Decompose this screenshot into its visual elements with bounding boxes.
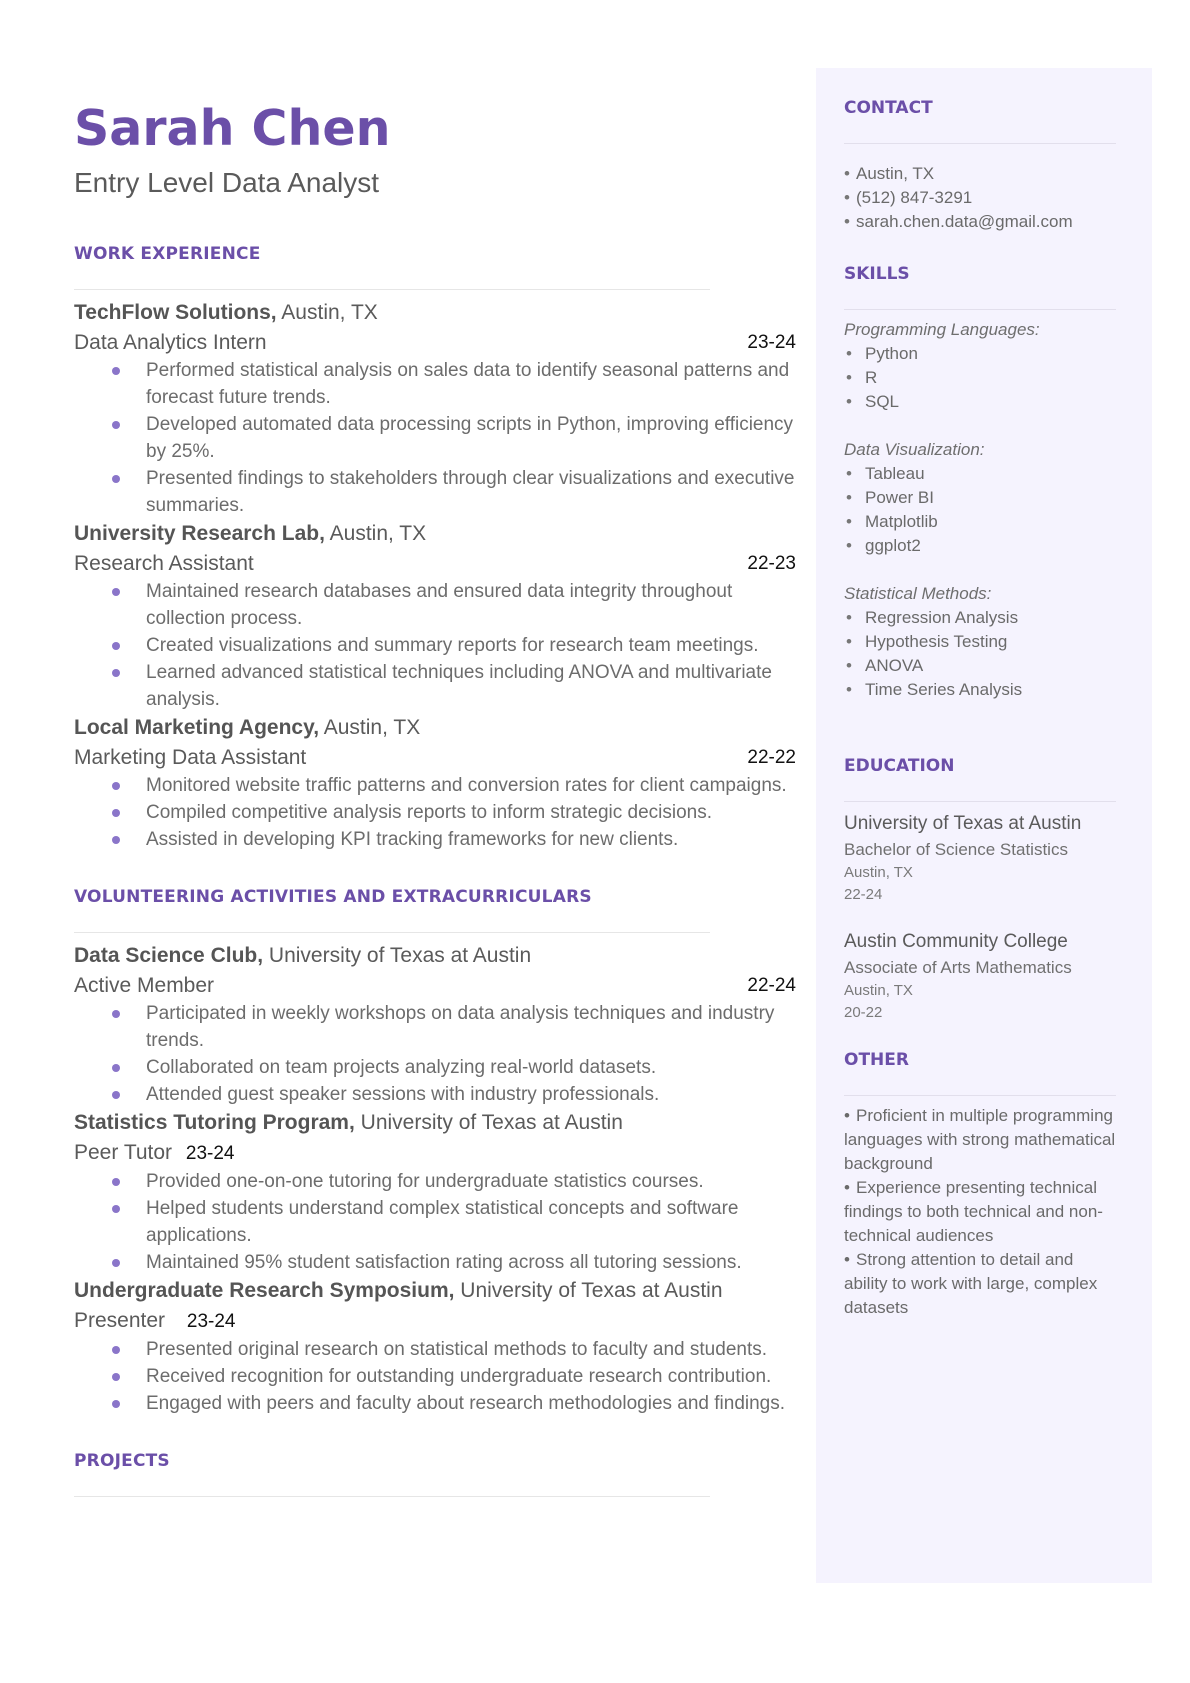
entry-organization: TechFlow Solutions, — [74, 301, 277, 324]
entry-organization: Statistics Tutoring Program, — [74, 1111, 355, 1134]
bullet-item — [112, 772, 796, 799]
other-list — [844, 1104, 1118, 1320]
entry-heading — [74, 298, 796, 328]
section-title-skills: SKILLS — [844, 264, 910, 284]
entry-date: 23-24 — [185, 1143, 235, 1164]
contact-text: Austin, TX — [856, 164, 935, 183]
bullet-text: Performed statistical analysis on sales data to identify seasonal patterns and forecast future trends. — [146, 360, 790, 408]
bullet-icon: • — [844, 188, 850, 207]
skill-category: Statistical Methods: — [844, 584, 992, 603]
entry-location: Austin, TX — [329, 522, 427, 545]
section-divider — [844, 143, 1116, 144]
entry-location: Austin, TX — [281, 301, 378, 324]
entry-role-row — [74, 549, 796, 578]
entry-role: Data Analytics Intern — [74, 331, 267, 354]
job-title: Entry Level Data Analyst — [74, 167, 380, 198]
education-school: Austin Community College — [844, 931, 1068, 952]
entry-heading — [74, 941, 796, 971]
skill-text: Matplotlib — [865, 512, 938, 531]
entry-location: Austin, TX — [323, 716, 421, 739]
volunteering-entry — [74, 941, 796, 1108]
skill-category: Data Visualization: — [844, 440, 985, 459]
bullet-text: Maintained 95% student satisfaction rating across all tutoring sessions. — [146, 1252, 742, 1273]
contact-text: (512) 847-3291 — [856, 188, 973, 207]
bullet-icon: • — [844, 164, 850, 183]
skill-item — [844, 366, 1116, 390]
bullet-dot-icon — [112, 1346, 120, 1354]
other-text: Strong attention to detail and ability to work with large, complex datasets — [844, 1250, 1098, 1317]
bullet-text: Helped students understand complex statistical concepts and software applications. — [146, 1198, 739, 1246]
entry-organization: Data Science Club, — [74, 944, 264, 967]
bullet-icon: • — [844, 1250, 850, 1269]
contact-text: sarah.chen.data@gmail.com — [856, 212, 1073, 231]
bullet-item — [112, 465, 796, 519]
skill-text: Time Series Analysis — [865, 680, 1023, 699]
bullet-text: Received recognition for outstanding undergraduate research contribution. — [146, 1366, 772, 1387]
bullet-text: Provided one-on-one tutoring for undergraduate statistics courses. — [146, 1171, 704, 1192]
entry-role: Marketing Data Assistant — [74, 746, 307, 769]
other-text: Proficient in multiple programming languages with strong mathematical background — [844, 1106, 1116, 1173]
entry-organization: University Research Lab, — [74, 522, 325, 545]
education-entry — [844, 928, 1116, 1024]
bullet-item — [112, 1000, 796, 1054]
education-location: Austin, TX — [844, 982, 913, 999]
entry-role: Active Member — [74, 974, 215, 997]
bullet-icon: • — [846, 488, 852, 507]
entry-bullets — [112, 1168, 796, 1276]
bullet-icon: • — [846, 656, 852, 675]
bullet-icon: • — [846, 368, 852, 387]
education-date: 22-24 — [844, 886, 883, 903]
bullet-icon: • — [846, 680, 852, 699]
candidate-name: Sarah Chen — [74, 100, 391, 157]
skill-text: ANOVA — [865, 656, 924, 675]
bullet-dot-icon — [112, 1064, 120, 1072]
bullet-item — [112, 1195, 796, 1249]
section-title-volunteering: VOLUNTEERING ACTIVITIES AND EXTRACURRICULARS — [74, 887, 592, 907]
bullet-text: Presented findings to stakeholders through clear visualizations and executive summaries. — [146, 468, 795, 516]
bullet-dot-icon — [112, 1259, 120, 1267]
bullet-text: Developed automated data processing scripts in Python, improving efficiency by 25%. — [146, 414, 794, 462]
bullet-icon: • — [846, 344, 852, 363]
education-school: University of Texas at Austin — [844, 813, 1082, 834]
entry-heading — [74, 1108, 796, 1138]
section-divider — [844, 1095, 1116, 1096]
bullet-icon: • — [846, 536, 852, 555]
bullet-icon: • — [844, 1178, 850, 1197]
section-divider — [74, 932, 710, 933]
entry-location: University of Texas at Austin — [460, 1279, 723, 1302]
skill-text: Power BI — [865, 488, 934, 507]
work-entry — [74, 713, 796, 853]
bullet-text: Learned advanced statistical techniques including ANOVA and multivariate analysis. — [146, 662, 772, 710]
bullet-dot-icon — [112, 642, 120, 650]
bullet-dot-icon — [112, 1010, 120, 1018]
education-location: Austin, TX — [844, 864, 913, 881]
skill-list — [844, 462, 1116, 558]
entry-date: 22-24 — [747, 975, 796, 996]
skill-text: R — [865, 368, 878, 387]
bullet-dot-icon — [112, 1205, 120, 1213]
entry-date: 22-22 — [747, 747, 796, 768]
education-degree: Bachelor of Science Statistics — [844, 840, 1068, 859]
skill-item — [844, 486, 1116, 510]
volunteering-entry — [74, 1108, 796, 1276]
section-divider — [74, 289, 710, 290]
skill-item — [844, 534, 1116, 558]
entry-role: Presenter — [74, 1309, 166, 1332]
bullet-item — [112, 1390, 796, 1417]
other-item — [844, 1248, 1118, 1320]
other-text: Experience presenting technical findings to both technical and non-technical audiences — [844, 1178, 1103, 1245]
bullet-dot-icon — [112, 782, 120, 790]
skill-item — [844, 390, 1116, 414]
bullet-item — [112, 1054, 796, 1081]
bullet-item — [112, 1336, 796, 1363]
entry-location: University of Texas at Austin — [360, 1111, 623, 1134]
bullet-icon: • — [846, 464, 852, 483]
skill-text: Hypothesis Testing — [865, 632, 1008, 651]
entry-bullets — [112, 578, 796, 713]
entry-date: 23-24 — [747, 332, 796, 353]
bullet-icon: • — [844, 212, 850, 231]
entry-date: 22-23 — [747, 553, 796, 574]
bullet-dot-icon — [112, 367, 120, 375]
contact-phone — [844, 186, 1116, 210]
entry-organization: Undergraduate Research Symposium, — [74, 1279, 455, 1302]
skill-list — [844, 342, 1116, 414]
contact-location — [844, 162, 1116, 186]
section-title-work-experience: WORK EXPERIENCE — [74, 244, 261, 264]
bullet-text: Compiled competitive analysis reports to inform strategic decisions. — [146, 802, 713, 823]
main-column — [74, 96, 796, 1497]
bullet-dot-icon — [112, 836, 120, 844]
section-divider — [844, 801, 1116, 802]
work-entry — [74, 519, 796, 713]
work-entry — [74, 298, 796, 519]
bullet-dot-icon — [112, 809, 120, 817]
education-entry — [844, 810, 1116, 906]
bullet-item — [112, 659, 796, 713]
bullet-dot-icon — [112, 1400, 120, 1408]
bullet-icon: • — [846, 512, 852, 531]
bullet-text: Collaborated on team projects analyzing real-world datasets. — [146, 1057, 657, 1078]
entry-bullets — [112, 357, 796, 519]
contact-list — [844, 162, 1116, 234]
bullet-item — [112, 826, 796, 853]
entry-heading — [74, 1276, 796, 1306]
bullet-icon: • — [846, 608, 852, 627]
bullet-dot-icon — [112, 1178, 120, 1186]
bullet-text: Presented original research on statistical methods to faculty and students. — [146, 1339, 768, 1360]
section-divider — [74, 1496, 710, 1497]
entry-heading — [74, 713, 796, 743]
bullet-item — [112, 799, 796, 826]
bullet-text: Engaged with peers and faculty about research methodologies and findings. — [146, 1393, 786, 1414]
skill-text: SQL — [865, 392, 900, 411]
education-degree: Associate of Arts Mathematics — [844, 958, 1072, 977]
skill-text: Python — [865, 344, 918, 363]
skill-item — [844, 630, 1116, 654]
bullet-text: Participated in weekly workshops on data analysis techniques and industry trends. — [146, 1003, 775, 1051]
bullet-item — [112, 1168, 796, 1195]
section-title-education: EDUCATION — [844, 756, 955, 776]
bullet-item — [112, 1081, 796, 1108]
entry-date: 23-24 — [186, 1311, 236, 1332]
entry-role-row — [74, 1138, 796, 1168]
bullet-text: Assisted in developing KPI tracking frameworks for new clients. — [146, 829, 679, 850]
skill-item — [844, 342, 1116, 366]
skill-item — [844, 606, 1116, 630]
skill-category: Programming Languages: — [844, 320, 1040, 339]
bullet-icon: • — [846, 632, 852, 651]
bullet-dot-icon — [112, 1373, 120, 1381]
contact-email — [844, 210, 1116, 234]
skill-text: Tableau — [865, 464, 925, 483]
section-title-other: OTHER — [844, 1050, 909, 1070]
skill-item — [844, 654, 1116, 678]
skill-item — [844, 462, 1116, 486]
section-title-contact: CONTACT — [844, 98, 933, 118]
entry-organization: Local Marketing Agency, — [74, 716, 320, 739]
bullet-dot-icon — [112, 421, 120, 429]
bullet-text: Created visualizations and summary reports for research team meetings. — [146, 635, 759, 656]
sidebar — [816, 68, 1152, 1583]
bullet-item — [112, 1249, 796, 1276]
education-date: 20-22 — [844, 1004, 883, 1021]
bullet-text: Maintained research databases and ensured data integrity throughout collection process. — [146, 581, 733, 629]
section-title-projects: PROJECTS — [74, 1451, 170, 1471]
entry-role: Peer Tutor — [74, 1141, 173, 1164]
skill-text: ggplot2 — [865, 536, 921, 555]
other-item — [844, 1104, 1118, 1176]
section-divider — [844, 309, 1116, 310]
entry-role: Research Assistant — [74, 552, 254, 575]
other-item — [844, 1176, 1118, 1248]
bullet-dot-icon — [112, 669, 120, 677]
skill-list — [844, 606, 1116, 702]
bullet-dot-icon — [112, 1091, 120, 1099]
bullet-item — [112, 411, 796, 465]
bullet-icon: • — [844, 1106, 850, 1125]
bullet-text: Monitored website traffic patterns and conversion rates for client campaigns. — [146, 775, 787, 796]
entry-role-row — [74, 971, 796, 1000]
bullet-item — [112, 1363, 796, 1390]
entry-heading — [74, 519, 796, 549]
bullet-item — [112, 357, 796, 411]
entry-bullets — [112, 772, 796, 853]
entry-role-row — [74, 743, 796, 772]
skill-text: Regression Analysis — [865, 608, 1019, 627]
volunteering-entry — [74, 1276, 796, 1417]
entry-location: University of Texas at Austin — [268, 944, 532, 967]
bullet-icon: • — [846, 392, 852, 411]
bullet-dot-icon — [112, 475, 120, 483]
entry-role-row — [74, 328, 796, 357]
entry-bullets — [112, 1000, 796, 1108]
skill-item — [844, 510, 1116, 534]
entry-bullets — [112, 1336, 796, 1417]
entry-role-row — [74, 1306, 796, 1336]
bullet-text: Attended guest speaker sessions with industry professionals. — [146, 1084, 660, 1105]
bullet-dot-icon — [112, 588, 120, 596]
bullet-item — [112, 578, 796, 632]
skill-item — [844, 678, 1116, 702]
bullet-item — [112, 632, 796, 659]
